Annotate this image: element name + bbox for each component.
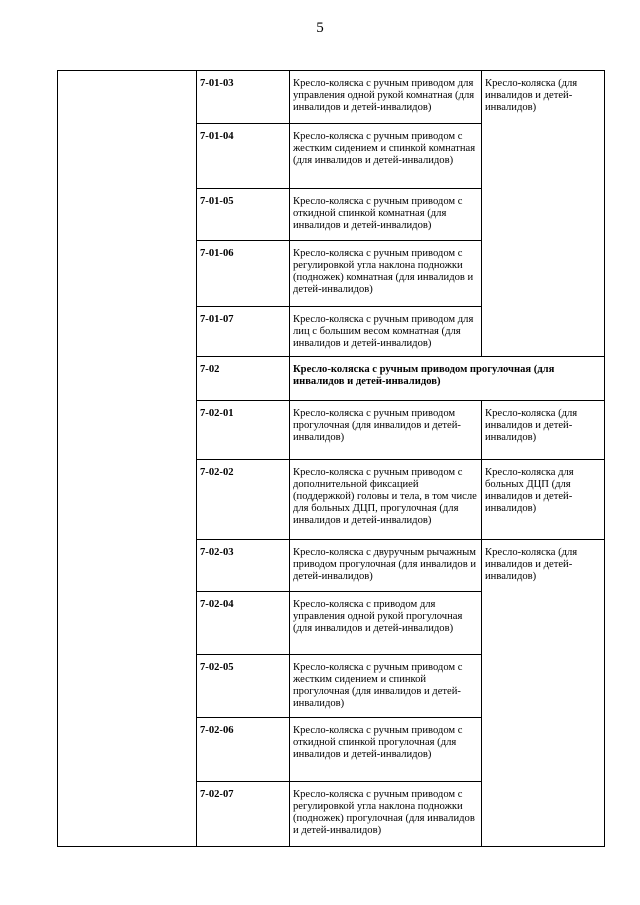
item-code: 7-02-03 bbox=[197, 540, 290, 592]
category-cell: Кресло-коляска (для инвалидов и детей-инвалидов) bbox=[482, 401, 605, 460]
item-name: Кресло-коляска с ручным приводом с жестким сидением и спинкой комнатная (для инвалидов и детей-инвалидов) bbox=[290, 124, 482, 189]
item-code: 7-01-06 bbox=[197, 241, 290, 307]
item-name: Кресло-коляска с двуручным рычажным приводом прогулочная (для инвалидов и детей-инвалидов) bbox=[290, 540, 482, 592]
item-code: 7-01-04 bbox=[197, 124, 290, 189]
category-cell: Кресло-коляска (для инвалидов и детей-инвалидов) bbox=[482, 71, 605, 357]
item-code: 7-02-04 bbox=[197, 592, 290, 655]
item-name: Кресло-коляска с ручным приводом для лиц с большим весом комнатная (для инвалидов и детей-инвалидов) bbox=[290, 307, 482, 357]
group-code: 7-02 bbox=[197, 357, 290, 401]
item-code: 7-01-07 bbox=[197, 307, 290, 357]
category-cell: Кресло-коляска (для инвалидов и детей-инвалидов) bbox=[482, 540, 605, 847]
item-name: Кресло-коляска с ручным приводом с жестким сидением и спинкой прогулочная (для инвалидов и детей-инвалидов) bbox=[290, 655, 482, 718]
item-name: Кресло-коляска с ручным приводом прогулочная (для инвалидов и детей-инвалидов) bbox=[290, 401, 482, 460]
item-name: Кресло-коляска с ручным приводом с откидной спинкой прогулочная (для инвалидов и детей-инвалидов) bbox=[290, 718, 482, 782]
item-code: 7-02-07 bbox=[197, 782, 290, 847]
table-row bbox=[58, 71, 605, 124]
item-code: 7-02-01 bbox=[197, 401, 290, 460]
page-number: 5 bbox=[316, 20, 324, 36]
item-name: Кресло-коляска с ручным приводом с дополнительной фиксацией (поддержкой) головы и тела, в том числе для больных ДЦП, прогулочная (для инвалидов и детей-инвалидов) bbox=[290, 460, 482, 540]
category-cell: Кресло-коляска для больных ДЦП (для инвалидов и детей-инвалидов) bbox=[482, 460, 605, 540]
classification-table bbox=[57, 70, 605, 847]
item-name: Кресло-коляска с ручным приводом для управления одной рукой комнатная (для инвалидов и детей-инвалидов) bbox=[290, 71, 482, 124]
empty-column-cell bbox=[58, 71, 197, 847]
item-name: Кресло-коляска с ручным приводом с регулировкой угла наклона подножки (подножек) прогулочная (для инвалидов и детей-инвалидов) bbox=[290, 782, 482, 847]
item-name: Кресло-коляска с приводом для управления одной рукой прогулочная (для инвалидов и детей-инвалидов) bbox=[290, 592, 482, 655]
item-code: 7-02-02 bbox=[197, 460, 290, 540]
item-name: Кресло-коляска с ручным приводом с откидной спинкой комнатная (для инвалидов и детей-инвалидов) bbox=[290, 189, 482, 241]
item-code: 7-02-06 bbox=[197, 718, 290, 782]
item-code: 7-02-05 bbox=[197, 655, 290, 718]
group-name: Кресло-коляска с ручным приводом прогулочная (для инвалидов и детей-инвалидов) bbox=[290, 357, 605, 401]
item-name: Кресло-коляска с ручным приводом с регулировкой угла наклона подножки (подножек) комнатная (для инвалидов и детей-инвалидов) bbox=[290, 241, 482, 307]
item-code: 7-01-03 bbox=[197, 71, 290, 124]
item-code: 7-01-05 bbox=[197, 189, 290, 241]
